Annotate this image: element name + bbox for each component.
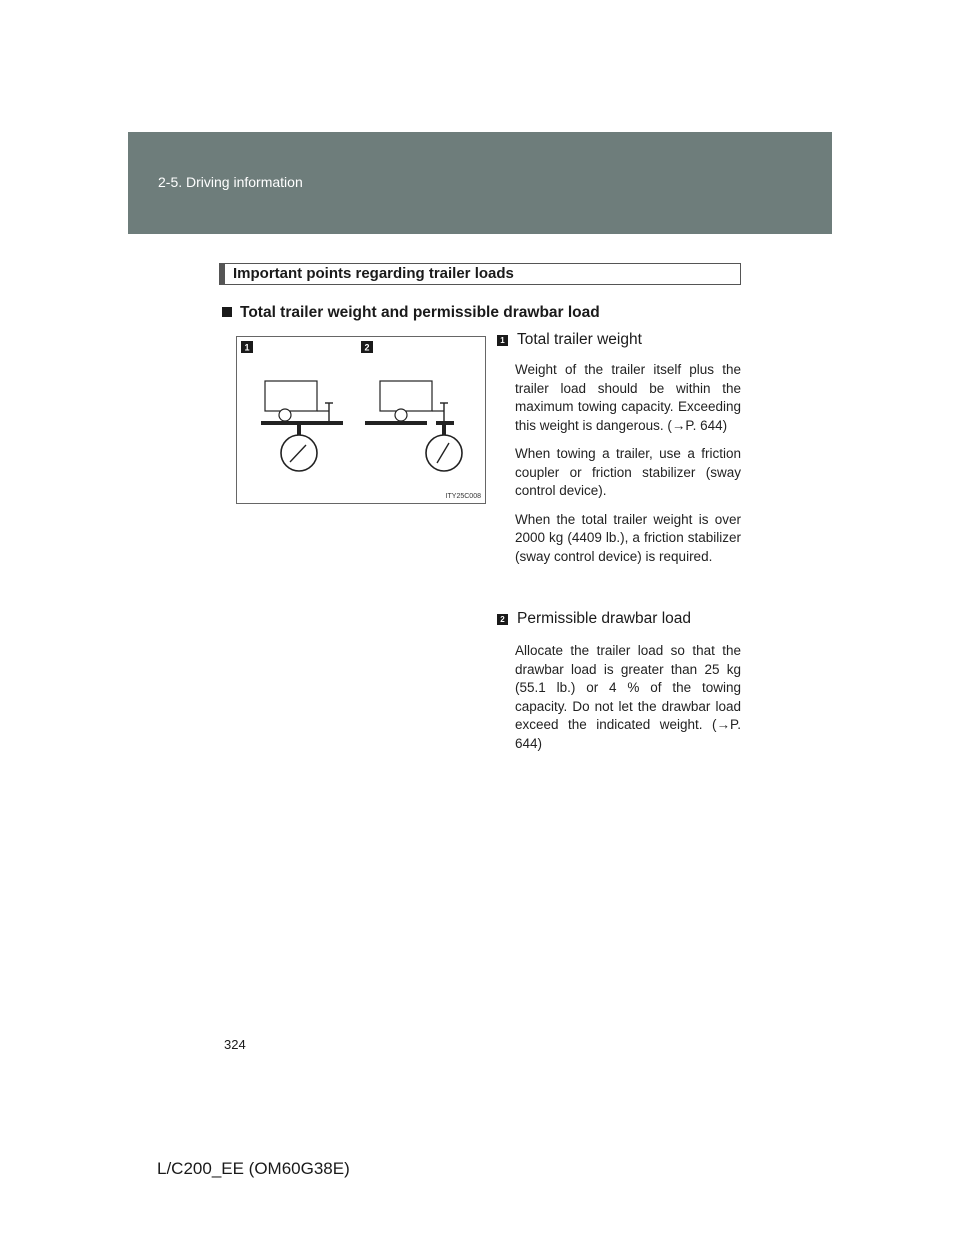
item-2-title	[497, 610, 741, 628]
item-1-paragraph: When the total trailer weight is over 2000 kg (4409 lb.), a friction stabilizer (sway control device) is required.	[515, 511, 741, 564]
right-trailer-scale	[365, 381, 462, 471]
item-total-trailer-weight	[497, 331, 741, 566]
figure-badge-1-label: 1	[244, 342, 250, 353]
item-2-title-text: Permissible drawbar load	[517, 610, 692, 627]
item-1-paragraph: When towing a trailer, use a friction coupler or friction stabilizer (sway control device).	[515, 446, 741, 498]
item-1-badge: 1	[497, 335, 508, 346]
item-1-title-text: Total trailer weight	[517, 331, 642, 348]
subheading-text: Total trailer weight and permissible drawbar load	[240, 304, 600, 321]
figure-badge-2-label: 2	[364, 342, 370, 353]
trailer-scale-illustration	[237, 337, 487, 505]
item-1-title	[497, 331, 741, 349]
left-trailer-scale	[261, 381, 343, 471]
header-band	[128, 132, 832, 234]
topic-title: Important points regarding trailer loads	[219, 263, 741, 285]
document-code: L/C200_EE (OM60G38E)	[157, 1159, 350, 1178]
item-2-paragraph: Allocate the trailer load so that the drawbar load is greater than 25 kg (55.1 lb.) or 4 % of the towing capacity. Do not let the drawbar load exceed the indicated weight. (→P. 644)	[515, 643, 741, 751]
section-label: 2-5. Driving information	[158, 174, 303, 190]
item-2-badge: 2	[497, 614, 508, 625]
figure-code: ITY25C008	[445, 493, 481, 500]
bullet-square-icon	[222, 307, 232, 317]
subheading	[220, 304, 600, 322]
item-1-paragraph: Weight of the trailer itself plus the trailer load should be within the maximum towing capacity. Exceeding this weight is dangerous. (→P. 644)	[515, 362, 741, 433]
item-permissible-drawbar-load	[497, 610, 741, 753]
trailer-scale-figure	[236, 336, 486, 504]
page-number: 324	[224, 1037, 246, 1052]
